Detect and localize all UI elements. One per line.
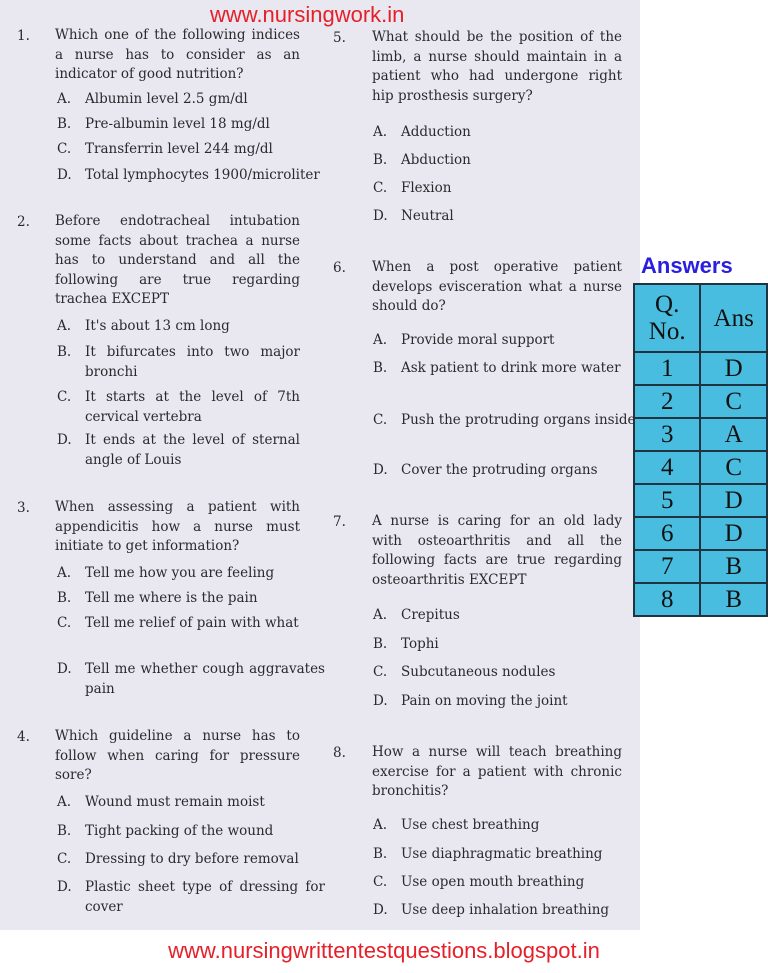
option-letter: B. [373,636,388,652]
question-text: A nurse is caring for an old lady with osteoarthritis and all the following facts are true regarding osteoarthritis EXCEPT [372,513,622,588]
option-letter: B. [57,344,72,360]
answer-row [634,451,767,484]
option-letter: C. [57,141,72,157]
question-text: What should be the position of the limb, a nurse should maintain in a patient who had undergone right hip prosthesis surgery? [372,29,622,104]
option-letter: A. [57,91,72,107]
option-text: Use diaphragmatic breathing [401,846,603,862]
option-letter: A. [373,332,388,348]
option-text: Wound must remain moist [85,794,265,810]
option-letter: D. [373,902,388,918]
footer-url: www.nursingwrittentestquestions.blogspot.in [168,938,600,963]
option-letter: A. [57,794,72,810]
option-text: It's about 13 cm long [85,318,230,334]
question-text: How a nurse will teach breathing exercise for a patient with chronic bronchitis? [372,744,622,799]
answer-letter: B [700,550,767,583]
question-no: 3 [634,418,700,451]
option-text: Abduction [401,152,471,168]
answer-row [634,352,767,385]
answers-table [633,283,768,617]
option-letter: D. [373,208,388,224]
option-letter: C. [57,851,72,867]
option-text: Crepitus [401,607,460,623]
option-letter: B. [373,360,388,376]
option-text: Albumin level 2.5 gm/dl [85,91,248,107]
option-text: Tell me where is the pain [85,590,258,606]
question-no: 1 [634,352,700,385]
option-text: Plastic sheet type of dressing for cover [85,879,325,915]
question-no: 2 [634,385,700,418]
question-number: 3. [17,500,30,516]
option-letter: A. [57,318,72,334]
answer-letter: D [700,517,767,550]
answer-letter: D [700,484,767,517]
option-letter: B. [373,846,388,862]
answer-row [634,385,767,418]
answer-letter: D [700,352,767,385]
question-no: 8 [634,583,700,616]
question-text: Which guideline a nurse has to follow when caring for pressure sore? [55,728,300,783]
answer-letter: C [700,385,767,418]
option-text: Push the protruding organs inside [401,412,636,428]
question-text: When assessing a patient with appendicitis how a nurse must initiate to get information? [55,499,300,554]
option-text: Tell me relief of pain with what [85,615,299,631]
question-text: When a post operative patient develops evisceration what a nurse should do? [372,259,622,314]
option-letter: A. [373,817,388,833]
option-letter: D. [57,879,72,895]
option-letter: A. [57,565,72,581]
option-letter: D. [57,661,72,677]
option-letter: B. [373,152,388,168]
option-text: Transferrin level 244 mg/dl [85,141,273,157]
answer-row [634,550,767,583]
option-text: Tell me whether cough aggravates pain [85,661,325,697]
option-text: Neutral [401,208,454,224]
question-text: Which one of the following indices a nurse has to consider as an indicator of good nutrition? [55,27,300,82]
question-no: 6 [634,517,700,550]
option-text: Use open mouth breathing [401,874,585,890]
question-no: 5 [634,484,700,517]
answer-letter: C [700,451,767,484]
option-letter: C. [373,664,388,680]
answer-letter: A [700,418,767,451]
option-text: Flexion [401,180,452,196]
option-letter: D. [57,432,72,448]
option-text: Ask patient to drink more water [401,360,621,376]
header-url: www.nursingwork.in [210,2,405,27]
option-text: Tophi [401,636,439,652]
answer-row [634,484,767,517]
option-letter: C. [57,389,72,405]
option-text: Tell me how you are feeling [85,565,275,581]
question-no: 7 [634,550,700,583]
question-text: Before endotracheal intubation some facts about trachea a nurse has to understand and all the following are true regarding trachea EXCEPT [55,213,300,307]
option-letter: C. [373,874,388,890]
option-letter: B. [57,823,72,839]
question-number: 2. [17,214,30,230]
option-letter: A. [373,124,388,140]
answer-row [634,583,767,616]
answer-row [634,418,767,451]
question-number: 7. [333,514,346,530]
option-letter: D. [373,693,388,709]
answer-letter: B [700,583,767,616]
question-number: 5. [333,30,346,46]
option-letter: C. [373,412,388,428]
option-text: It bifurcates into two major bronchi [85,344,300,380]
option-text: Pain on moving the joint [401,693,568,709]
option-letter: D. [373,462,388,478]
question-number: 8. [333,745,346,761]
option-letter: C. [57,615,72,631]
question-number: 1. [17,28,30,44]
option-letter: D. [57,167,72,183]
option-text: Provide moral support [401,332,555,348]
option-text: Adduction [401,124,471,140]
question-number: 6. [333,260,346,276]
option-text: Use deep inhalation breathing [401,902,610,918]
option-text: Total lymphocytes 1900/microliter [85,167,320,183]
option-text: Dressing to dry before removal [85,851,299,867]
option-text: Subcutaneous nodules [401,664,556,680]
option-text: Use chest breathing [401,817,540,833]
question-no: 4 [634,451,700,484]
option-text: Pre-albumin level 18 mg/dl [85,116,270,132]
answers-title: Answers [641,253,733,278]
option-letter: B. [57,116,72,132]
answers-header-row [634,284,767,352]
option-letter: A. [373,607,388,623]
option-text: It ends at the level of sternal angle of Louis [85,432,300,468]
option-text: It starts at the level of 7th cervical vertebra [85,389,300,425]
question-number: 4. [17,729,30,745]
option-text: Cover the protruding organs [401,462,598,478]
answer-row [634,517,767,550]
option-letter: C. [373,180,388,196]
ans-header: Ans [700,284,767,352]
option-letter: B. [57,590,72,606]
qno-header: Q. No. [634,284,700,352]
option-text: Tight packing of the wound [85,823,274,839]
